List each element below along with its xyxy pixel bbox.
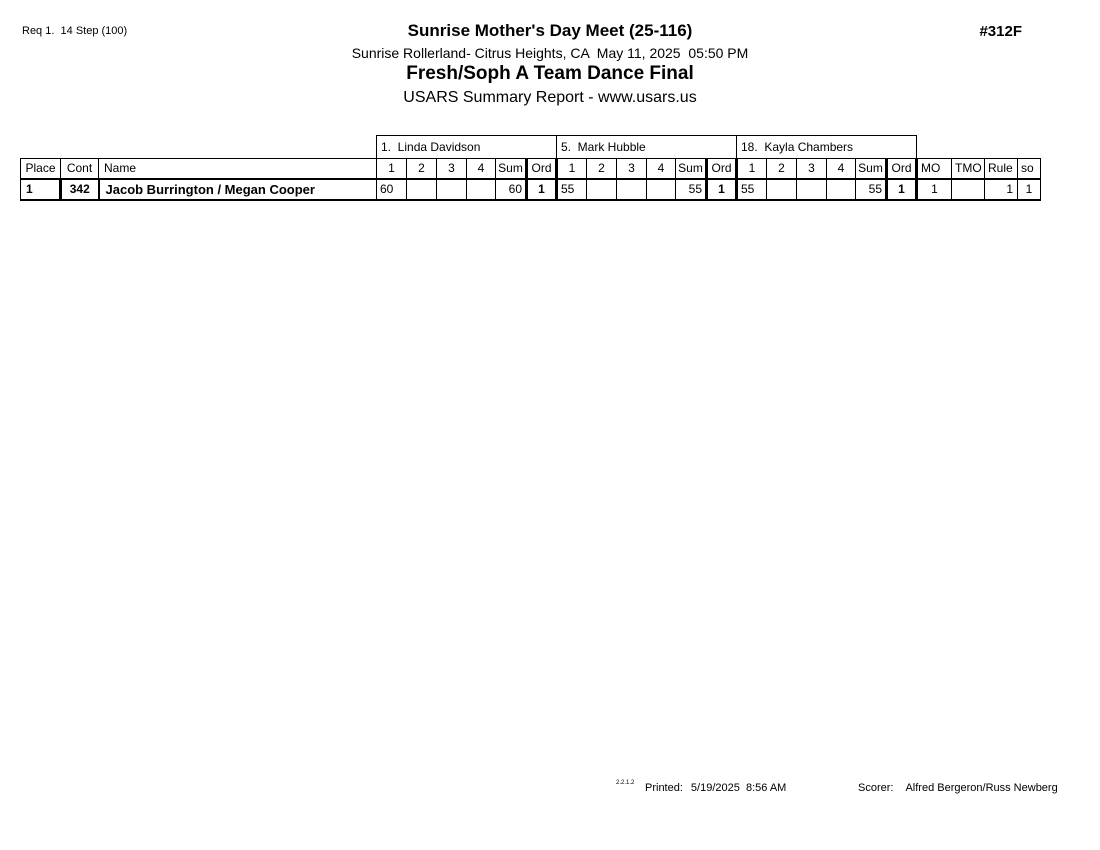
col-header-j3-sum: Sum [856,159,887,179]
col-header-j2-4: 4 [647,159,676,179]
j2-ord-cell: 1 [707,179,737,200]
col-header-j1-3: 3 [437,159,467,179]
col-header-j2-2: 2 [587,159,617,179]
col-header-j2-ord: Ord [707,159,737,179]
judge-header-3: 18. Kayla Chambers [737,136,917,159]
judge-header-2: 5. Mark Hubble [557,136,737,159]
j1-score4-cell [467,179,496,200]
mo-cell: 1 [917,179,952,200]
so-cell: 1 [1018,179,1041,200]
judge-header-row [21,136,1041,159]
j3-score1-cell: 55 [737,179,767,200]
col-header-j3-3: 3 [797,159,827,179]
place-cell: 1 [21,179,61,200]
results-table [20,135,1041,201]
printed-label: Printed: [645,782,683,794]
requirement-label: Req 1. 14 Step (100) [22,25,128,37]
col-header-rule: Rule [985,159,1018,179]
col-header-mo: MO [917,159,952,179]
j3-score3-cell [797,179,827,200]
j1-ord-cell: 1 [527,179,557,200]
j3-ord-cell: 1 [887,179,917,200]
j2-score1-cell: 55 [557,179,587,200]
col-header-j1-2: 2 [407,159,437,179]
col-header-tmo: TMO [952,159,985,179]
event-title: Fresh/Soph A Team Dance Final [406,63,694,84]
j1-score2-cell [407,179,437,200]
printed-value: 5/19/2025 8:56 AM [690,782,787,794]
column-header-row [21,159,1041,179]
scorer-value: Alfred Bergeron/Russ Newberg [905,782,1058,794]
col-header-j2-3: 3 [617,159,647,179]
j1-sum-cell: 60 [496,179,527,200]
col-header-cont: Cont [61,159,99,179]
scorer-label: Scorer: [858,782,894,794]
judge-row-right-spacer [917,136,1041,159]
j2-sum-cell: 55 [676,179,707,200]
result-row [21,179,1041,200]
col-header-j3-2: 2 [767,159,797,179]
j3-score2-cell [767,179,797,200]
heat-number: #312F [979,23,1022,40]
venue-date-line: Sunrise Rollerland- Citrus Heights, CA May 11, 2025 05:50 PM [351,45,749,61]
report-subtitle: USARS Summary Report - www.usars.us [403,89,697,106]
col-header-name: Name [99,159,377,179]
j2-score4-cell [647,179,676,200]
contestant-number-cell: 342 [61,179,99,200]
col-header-so: so [1018,159,1041,179]
col-header-j1-1: 1 [377,159,407,179]
col-header-j2-1: 1 [557,159,587,179]
tmo-cell [952,179,985,200]
j1-score3-cell [437,179,467,200]
j2-score2-cell [587,179,617,200]
meet-title: Sunrise Mother's Day Meet (25-116) [407,21,693,40]
col-header-j1-ord: Ord [527,159,557,179]
col-header-j2-sum: Sum [676,159,707,179]
contestant-name-cell: Jacob Burrington / Megan Cooper [99,179,377,200]
col-header-j3-ord: Ord [887,159,917,179]
col-header-j3-1: 1 [737,159,767,179]
scorer-line [858,782,1058,794]
j2-score3-cell [617,179,647,200]
rule-cell: 1 [985,179,1018,200]
version-tag: 2.2.1.2 [616,780,635,786]
j3-sum-cell: 55 [856,179,887,200]
col-header-j1-sum: Sum [496,159,527,179]
col-header-j1-4: 4 [467,159,496,179]
printed-line [645,782,786,794]
judge-header-1: 1. Linda Davidson [377,136,557,159]
col-header-place: Place [21,159,61,179]
j1-score1-cell: 60 [377,179,407,200]
j3-score4-cell [827,179,856,200]
col-header-j3-4: 4 [827,159,856,179]
judge-row-left-spacer [21,136,377,159]
